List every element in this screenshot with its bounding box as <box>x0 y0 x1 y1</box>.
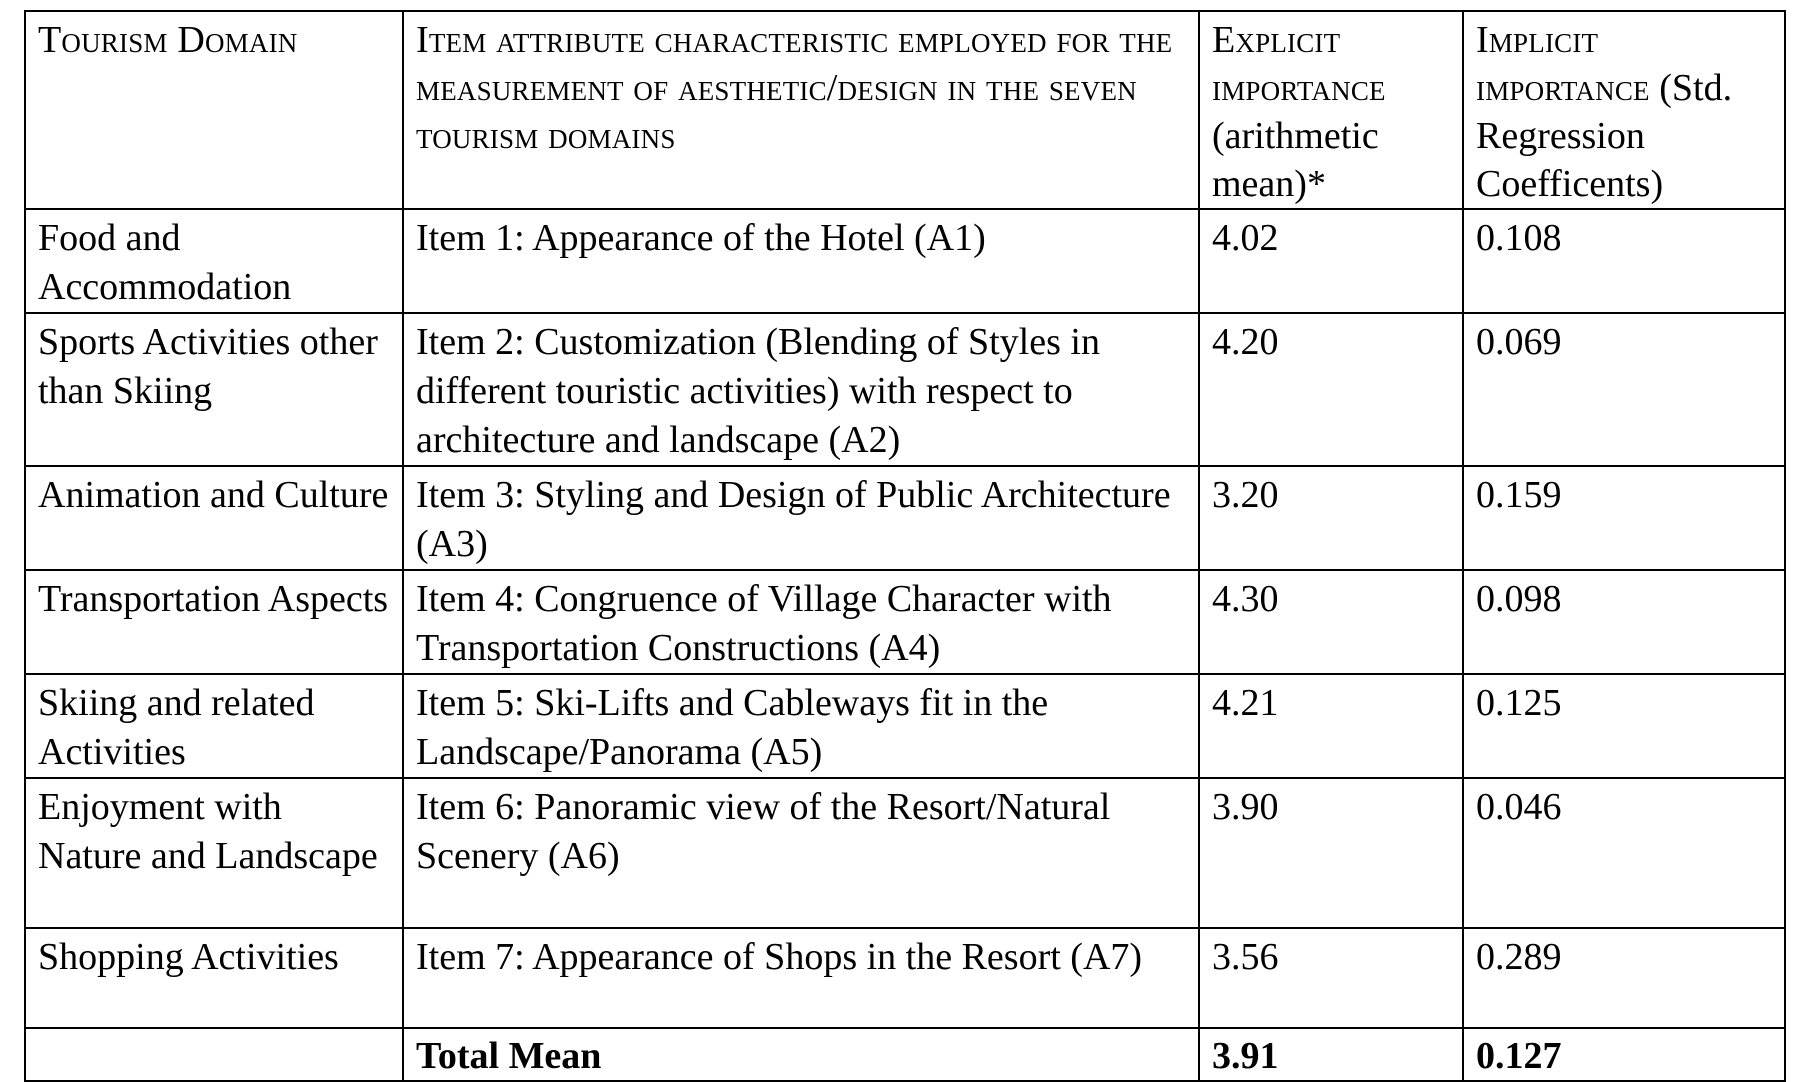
total-domain-cell <box>25 1028 403 1081</box>
implicit-cell: 0.108 <box>1463 209 1785 313</box>
total-label: Total Mean <box>403 1028 1199 1081</box>
explicit-cell: 4.21 <box>1199 674 1463 778</box>
implicit-cell: 0.125 <box>1463 674 1785 778</box>
item-cell: Item 6: Panoramic view of the Resort/Natural Scenery (A6) <box>403 778 1199 928</box>
item-cell: Item 3: Styling and Design of Public Architecture (A3) <box>403 466 1199 570</box>
header-domain: Tourism Domain <box>25 11 403 209</box>
domain-cell: Sports Activities other than Skiing <box>25 313 403 466</box>
item-cell: Item 4: Congruence of Village Character with Transportation Constructions (A4) <box>403 570 1199 674</box>
implicit-cell: 0.098 <box>1463 570 1785 674</box>
header-explicit-importance <box>1199 11 1463 209</box>
table-row <box>25 674 1785 778</box>
total-row <box>25 1028 1785 1081</box>
item-cell: Item 2: Customization (Blending of Styles in different touristic activities) with respect to architecture and landscape (A2) <box>403 313 1199 466</box>
domain-cell: Animation and Culture <box>25 466 403 570</box>
item-cell: Item 7: Appearance of Shops in the Resort (A7) <box>403 928 1199 1028</box>
table-row <box>25 928 1785 1028</box>
domain-cell: Enjoyment with Nature and Landscape <box>25 778 403 928</box>
header-implicit-importance <box>1463 11 1785 209</box>
domain-cell: Food and Accommodation <box>25 209 403 313</box>
implicit-cell: 0.069 <box>1463 313 1785 466</box>
implicit-cell: 0.289 <box>1463 928 1785 1028</box>
header-item-attribute: Item attribute characteristic employed for the measurement of aesthetic/design in the seven tourism domains <box>403 11 1199 209</box>
header-explicit-caps: Explicit importance <box>1212 19 1386 109</box>
header-implicit-caps: Implicit importance <box>1476 19 1650 109</box>
explicit-cell: 3.90 <box>1199 778 1463 928</box>
table-row <box>25 778 1785 928</box>
table-row <box>25 313 1785 466</box>
item-cell: Item 1: Appearance of the Hotel (A1) <box>403 209 1199 313</box>
domain-cell: Shopping Activities <box>25 928 403 1028</box>
implicit-cell: 0.159 <box>1463 466 1785 570</box>
header-explicit-plain: (arithmetic mean)* <box>1212 115 1379 205</box>
header-implicit-plain: (Std. Regression Coefficents) <box>1476 67 1733 205</box>
total-implicit-mean: 0.127 <box>1463 1028 1785 1081</box>
domain-cell: Skiing and related Activities <box>25 674 403 778</box>
explicit-cell: 4.02 <box>1199 209 1463 313</box>
domain-cell: Transportation Aspects <box>25 570 403 674</box>
explicit-cell: 3.20 <box>1199 466 1463 570</box>
table-row <box>25 209 1785 313</box>
header-row <box>25 11 1785 209</box>
implicit-cell: 0.046 <box>1463 778 1785 928</box>
importance-table <box>24 10 1786 1082</box>
explicit-cell: 4.30 <box>1199 570 1463 674</box>
explicit-cell: 4.20 <box>1199 313 1463 466</box>
table-row <box>25 466 1785 570</box>
total-explicit-mean: 3.91 <box>1199 1028 1463 1081</box>
item-cell: Item 5: Ski-Lifts and Cableways fit in the Landscape/Panorama (A5) <box>403 674 1199 778</box>
table-row <box>25 570 1785 674</box>
explicit-cell: 3.56 <box>1199 928 1463 1028</box>
